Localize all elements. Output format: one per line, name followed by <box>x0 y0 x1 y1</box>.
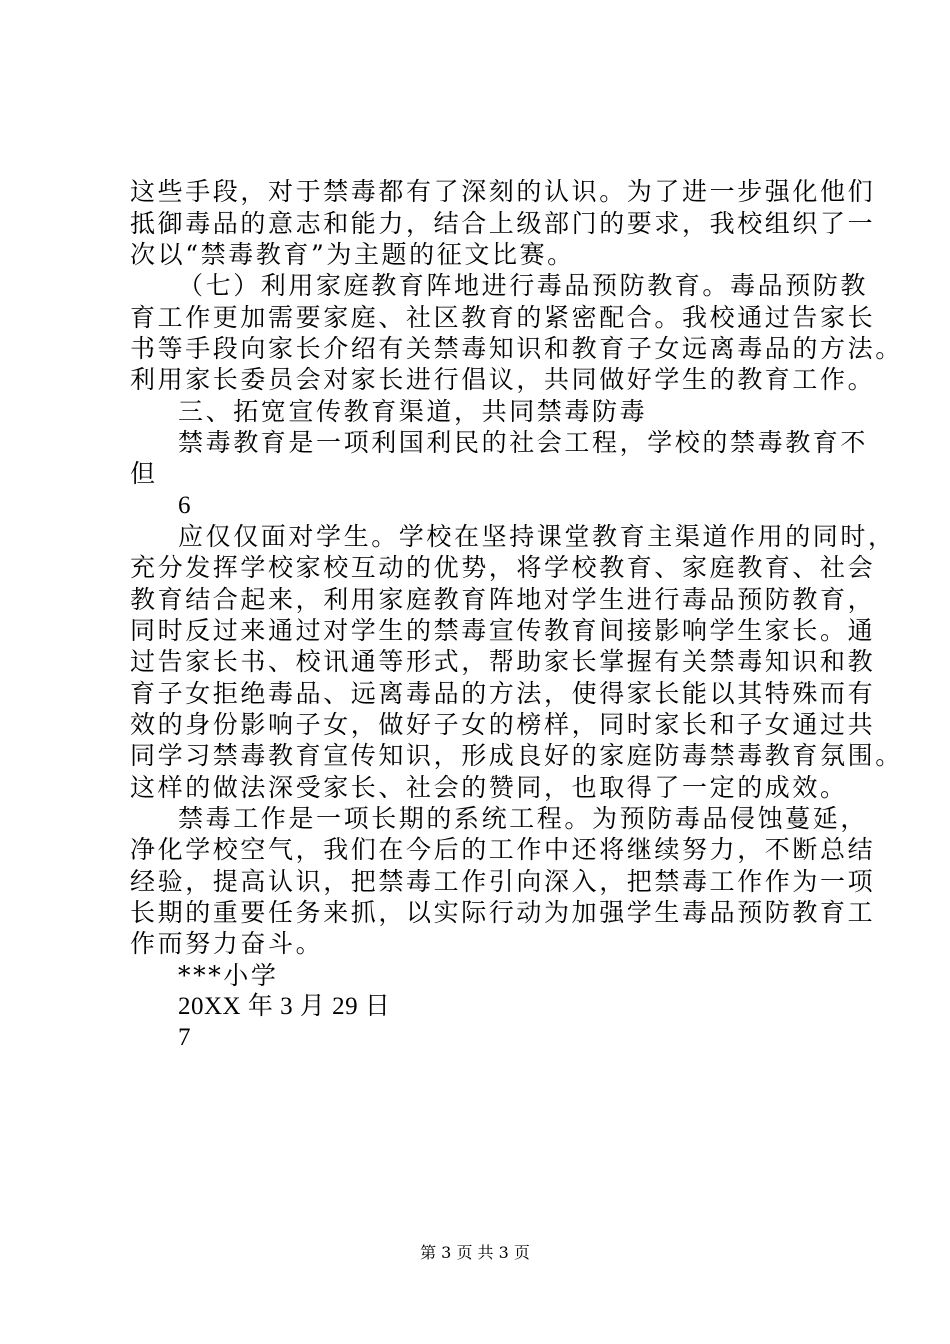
body-text-line: 教育结合起来，利用家庭教育阵地对学生进行毒品预防教育， <box>130 585 876 614</box>
body-text-line: 同时反过来通过对学生的禁毒宣传教育间接影响学生家长。通 <box>130 616 876 645</box>
body-text-line: 禁毒教育是一项利国利民的社会工程，学校的禁毒教育不 <box>178 428 869 457</box>
body-text-line: 作而努力奋斗。 <box>130 929 324 958</box>
body-text-line: 同学习禁毒教育宣传知识，形成良好的家庭防毒禁毒教育氛围。 <box>130 741 903 770</box>
body-text-line: 经验，提高认识，把禁毒工作引向深入，把禁毒工作作为一项 <box>130 867 876 896</box>
signature-school: ***小学 <box>178 961 279 990</box>
body-text-line: 过告家长书、校讯通等形式，帮助家长掌握有关禁毒知识和教 <box>130 647 876 676</box>
body-text-line: 这样的做法深受家长、社会的赞同，也取得了一定的成效。 <box>130 773 848 802</box>
page-number-marker: 7 <box>178 1024 191 1051</box>
body-text-line: 育工作更加需要家庭、社区教育的紧密配合。我校通过告家长 <box>130 303 876 332</box>
body-text-line: （七）利用家庭教育阵地进行毒品预防教育。毒品预防教 <box>178 271 869 300</box>
section-heading: 三、拓宽宣传教育渠道，共同禁毒防毒 <box>178 397 648 426</box>
body-text-line: 利用家长委员会对家长进行倡议，共同做好学生的教育工作。 <box>130 365 876 394</box>
body-text-line: 抵御毒品的意志和能力，结合上级部门的要求，我校组织了一 <box>130 209 876 238</box>
body-text-line: 次以“禁毒教育”为主题的征文比赛。 <box>130 240 575 269</box>
page-number-marker: 6 <box>178 492 191 519</box>
body-text-line: 充分发挥学校家校互动的优势，将学校教育、家庭教育、社会 <box>130 553 876 582</box>
body-text-line: 书等手段向家长介绍有关禁毒知识和教育子女远离毒品的方法。 <box>130 334 903 363</box>
page-footer: 第 3 页 共 3 页 <box>420 1243 530 1262</box>
body-text-line: 应仅仅面对学生。学校在坚持课堂教育主渠道作用的同时， <box>178 522 896 551</box>
body-text-line: 但 <box>130 459 158 488</box>
signature-date: 20XX 年 3 月 29 日 <box>178 993 391 1020</box>
body-text-line: 效的身份影响子女，做好子女的榜样，同时家长和子女通过共 <box>130 710 876 739</box>
body-text-line: 禁毒工作是一项长期的系统工程。为预防毒品侵蚀蔓延， <box>178 804 869 833</box>
body-text-line: 长期的重要任务来抓，以实际行动为加强学生毒品预防教育工 <box>130 898 876 927</box>
body-text-line: 这些手段，对于禁毒都有了深刻的认识。为了进一步强化他们 <box>130 177 876 206</box>
body-text-line: 育子女拒绝毒品、远离毒品的方法，使得家长能以其特殊而有 <box>130 679 876 708</box>
body-text-line: 净化学校空气，我们在今后的工作中还将继续努力，不断总结 <box>130 835 876 864</box>
